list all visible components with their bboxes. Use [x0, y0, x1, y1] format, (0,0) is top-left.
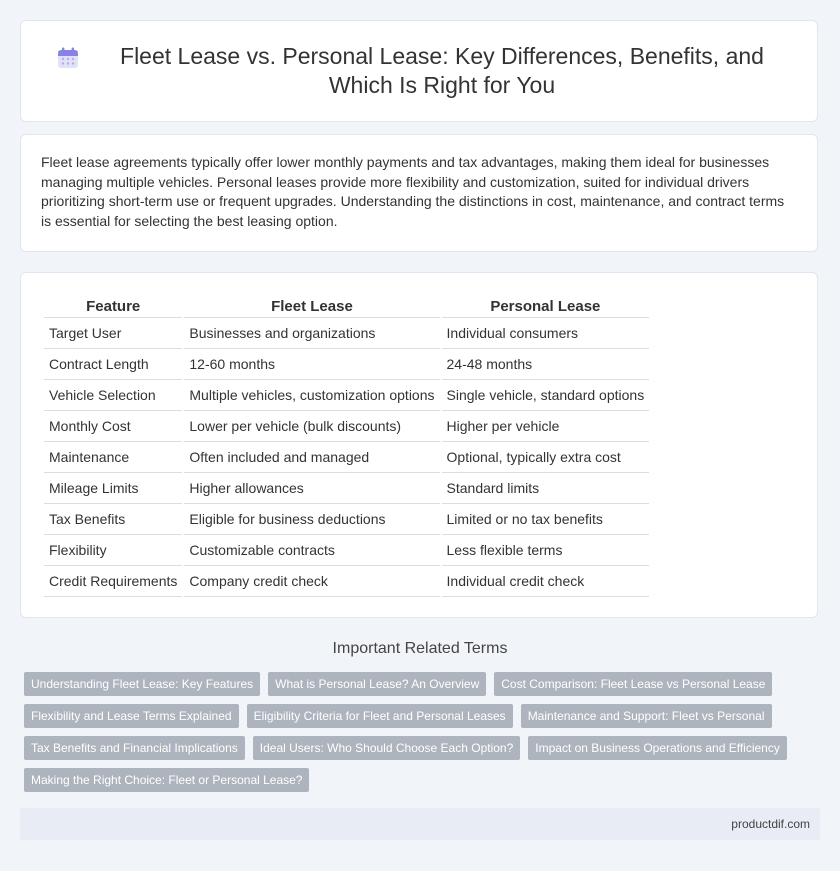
page-title: Fleet Lease vs. Personal Lease: Key Differences, Benefits, and Which Is Right for You	[120, 43, 764, 98]
related-term-link[interactable]: Flexibility and Lease Terms Explained	[24, 704, 239, 728]
feature-cell: Flexibility	[44, 535, 182, 566]
intro-card	[20, 134, 818, 252]
fleet-cell: Multiple vehicles, customization options	[184, 380, 439, 411]
related-terms-list	[24, 672, 804, 800]
personal-cell: Individual consumers	[442, 318, 650, 349]
header-fleet-lease: Fleet Lease	[184, 295, 439, 318]
table-row	[44, 566, 649, 597]
related-term-link[interactable]: Making the Right Choice: Fleet or Personal Lease?	[24, 768, 309, 792]
feature-cell: Monthly Cost	[44, 411, 182, 442]
header-personal-lease: Personal Lease	[442, 295, 650, 318]
related-term-link[interactable]: What is Personal Lease? An Overview	[268, 672, 486, 696]
calendar-icon	[56, 46, 80, 70]
fleet-cell: Customizable contracts	[184, 535, 439, 566]
feature-cell: Maintenance	[44, 442, 182, 473]
related-term-link[interactable]: Tax Benefits and Financial Implications	[24, 736, 245, 760]
table-row	[44, 473, 649, 504]
comparison-table	[42, 295, 651, 597]
footer	[20, 808, 820, 840]
feature-cell: Vehicle Selection	[44, 380, 182, 411]
table-row	[44, 411, 649, 442]
personal-cell: Less flexible terms	[442, 535, 650, 566]
personal-cell: Single vehicle, standard options	[442, 380, 650, 411]
personal-cell: Standard limits	[442, 473, 650, 504]
table-row	[44, 318, 649, 349]
table-row	[44, 380, 649, 411]
personal-cell: Individual credit check	[442, 566, 650, 597]
related-term-link[interactable]: Eligibility Criteria for Fleet and Personal Leases	[247, 704, 513, 728]
fleet-cell: Businesses and organizations	[184, 318, 439, 349]
intro-paragraph: Fleet lease agreements typically offer lower monthly payments and tax advantages, making them ideal for businesses managing multiple vehicles. Personal leases provide more flexibility and customization, suited for individual drivers prioritizing short-term use or frequent upgrades. Understanding the distinctions in cost, maintenance, and contract terms is essential for selecting the best leasing option.	[41, 154, 785, 229]
header-feature: Feature	[44, 295, 182, 318]
fleet-cell: Eligible for business deductions	[184, 504, 439, 535]
header-card	[20, 20, 818, 122]
comparison-card	[20, 272, 818, 618]
personal-cell: Optional, typically extra cost	[442, 442, 650, 473]
fleet-cell: Lower per vehicle (bulk discounts)	[184, 411, 439, 442]
fleet-cell: Company credit check	[184, 566, 439, 597]
related-term-link[interactable]: Understanding Fleet Lease: Key Features	[24, 672, 260, 696]
personal-cell: Higher per vehicle	[442, 411, 650, 442]
related-term-link[interactable]: Impact on Business Operations and Efficiency	[528, 736, 787, 760]
feature-cell: Tax Benefits	[44, 504, 182, 535]
fleet-cell: 12-60 months	[184, 349, 439, 380]
footer-site-name: productdif.com	[731, 817, 810, 831]
personal-cell: Limited or no tax benefits	[442, 504, 650, 535]
feature-cell: Contract Length	[44, 349, 182, 380]
table-row	[44, 504, 649, 535]
feature-cell: Mileage Limits	[44, 473, 182, 504]
table-row	[44, 349, 649, 380]
fleet-cell: Higher allowances	[184, 473, 439, 504]
feature-cell: Credit Requirements	[44, 566, 182, 597]
table-header-row	[44, 295, 649, 318]
related-term-link[interactable]: Ideal Users: Who Should Choose Each Option?	[253, 736, 520, 760]
personal-cell: 24-48 months	[442, 349, 650, 380]
feature-cell: Target User	[44, 318, 182, 349]
table-row	[44, 535, 649, 566]
related-terms-title: Important Related Terms	[332, 640, 508, 657]
table-row	[44, 442, 649, 473]
fleet-cell: Often included and managed	[184, 442, 439, 473]
related-term-link[interactable]: Cost Comparison: Fleet Lease vs Personal Lease	[494, 672, 772, 696]
related-term-link[interactable]: Maintenance and Support: Fleet vs Personal	[521, 704, 772, 728]
